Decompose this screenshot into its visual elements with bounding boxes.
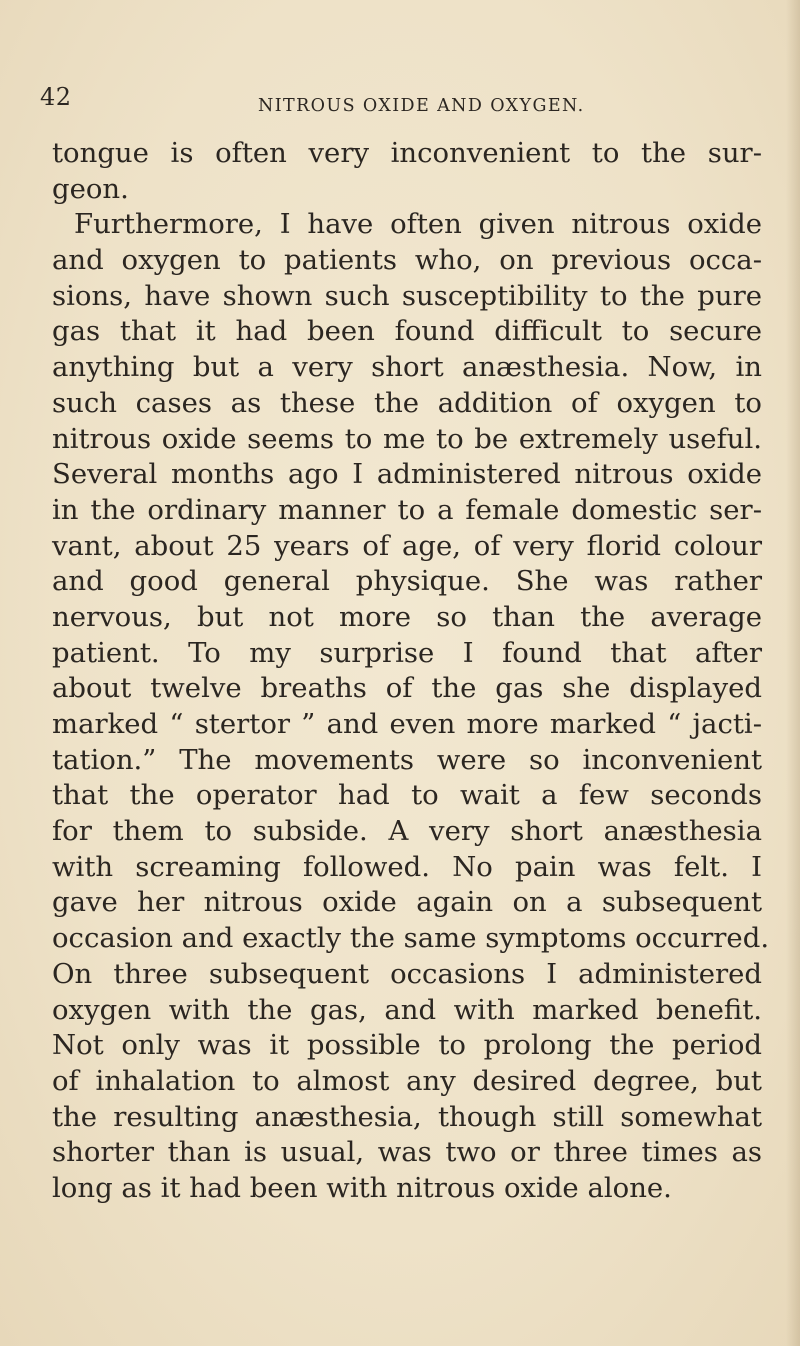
text-line: tation.” The movements were so inconvenient: [52, 743, 762, 776]
running-title: NITROUS OXIDE AND OXYGEN.: [258, 96, 585, 116]
text-line: nervous, but not more so than the average: [52, 600, 762, 633]
page-number: 42: [40, 83, 72, 111]
text-line: gas that it had been found difficult to secure: [52, 315, 762, 348]
text-line: gave her nitrous oxide again on a subsequent: [52, 886, 762, 919]
text-line: Not only was it possible to prolong the period: [52, 1029, 762, 1062]
text-line: nitrous oxide seems to me to be extremely useful.: [52, 422, 762, 455]
text-line: in the ordinary manner to a female domestic ser-: [52, 493, 762, 526]
text-line: and oxygen to patients who, on previous occa-: [52, 244, 762, 277]
text-line: anything but a very short anæsthesia. Now, in: [52, 351, 762, 384]
text-line: sions, have shown such susceptibility to the pure: [52, 279, 762, 312]
body-text: [52, 136, 770, 1207]
text-line: long as it had been with nitrous oxide alone.: [52, 1171, 672, 1204]
text-line: marked “ stertor ” and even more marked “ jacti-: [52, 708, 762, 740]
text-line: with screaming followed. No pain was felt. I: [52, 850, 762, 883]
text-line: Several months ago I administered nitrous oxide: [52, 458, 762, 491]
text-line: the resulting anæsthesia, though still somewhat: [52, 1100, 762, 1133]
text-line: vant, about 25 years of age, of very florid colour: [52, 529, 762, 562]
text-line: geon.: [52, 172, 129, 205]
text-line: tongue is often very inconvenient to the sur-: [52, 137, 762, 169]
text-line: for them to subside. A very short anæsthesia: [52, 815, 762, 848]
text-line: and good general physique. She was rather: [52, 565, 762, 598]
text-line: of inhalation to almost any desired degree, but: [52, 1064, 762, 1097]
text-line: oxygen with the gas, and with marked benefit.: [52, 993, 762, 1026]
page-edge-shadow: [786, 0, 800, 1346]
text-line: On three subsequent occasions I administered: [52, 957, 762, 990]
text-line: occasion and exactly the same symptoms occurred.: [52, 922, 770, 955]
text-line: such cases as these the addition of oxygen to: [52, 386, 762, 419]
text-line: that the operator had to wait a few seconds: [52, 779, 762, 812]
text-line: patient. To my surprise I found that after: [52, 636, 762, 669]
text-line: shorter than is usual, was two or three times as: [52, 1136, 762, 1169]
text-line: about twelve breaths of the gas she displayed: [52, 672, 762, 705]
paragraph-first-line: Furthermore, I have often given nitrous oxide: [74, 208, 762, 241]
